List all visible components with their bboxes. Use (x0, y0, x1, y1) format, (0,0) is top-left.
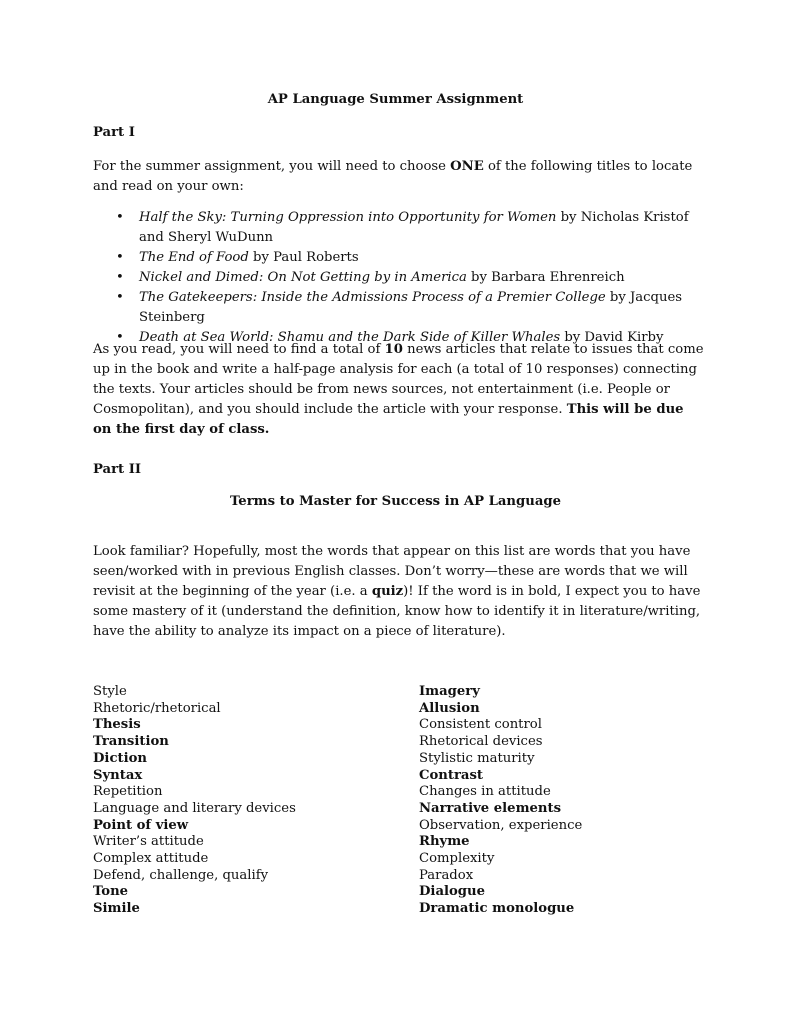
instructions-text-middle: news articles that relate to issues that come up in the book and write a half-page analysis for each (a total of 10 responses) connecting the texts. Your articles should be from news sources, not entertainment (i.e. People or Cosmopolitan), and you should include the article with your response. (93, 342, 704, 417)
term-item: Dramatic monologue (419, 901, 575, 917)
term-item: Changes in attitude (419, 784, 551, 800)
book-list-item (93, 208, 705, 248)
term-item: Imagery (419, 684, 480, 699)
term-item: Style (93, 684, 127, 699)
bullet-icon: • (116, 210, 124, 225)
part-one-heading: Part I (93, 125, 135, 140)
book-list-item (93, 248, 705, 268)
intro-text-before: For the summer assignment, you will need to choose (93, 159, 451, 174)
bullet-icon: • (116, 290, 124, 305)
term-item: Writer’s attitude (93, 834, 204, 850)
term-item: Point of view (93, 817, 189, 833)
term-item: Complexity (419, 851, 495, 867)
part-two-heading: Part II (93, 462, 142, 477)
book-author: by Paul Roberts (248, 250, 359, 265)
term-item: Rhetorical devices (419, 734, 543, 750)
term-item: Observation, experience (419, 817, 583, 833)
book-title: The Gatekeepers: Inside the Admissions Process of a Premier College (139, 290, 606, 305)
term-item: Thesis (93, 717, 141, 733)
part-one-instructions (93, 340, 705, 440)
term-item: Complex attitude (93, 851, 209, 867)
terms-list-right (419, 684, 582, 918)
book-list-item (93, 268, 705, 288)
book-title: Half the Sky: Turning Oppression into Opportunity for Women (139, 210, 557, 225)
term-item: Paradox (419, 867, 474, 883)
terms-list-left (93, 684, 296, 918)
term-item: Narrative elements (419, 800, 562, 816)
term-item: Allusion (419, 700, 480, 716)
book-author: by Nicholas Kristof and Sheryl WuDunn (139, 210, 689, 245)
term-item: Rhetoric/rhetorical (93, 700, 221, 716)
term-item: Diction (93, 750, 147, 766)
term-item: Language and literary devices (93, 800, 296, 816)
terms-section-title: Terms to Master for Success in AP Language (230, 494, 561, 509)
bullet-icon: • (116, 270, 124, 285)
book-author: by David Kirby (560, 330, 664, 345)
article-count: 10 (384, 342, 403, 357)
part-two-intro (93, 542, 705, 642)
intro-text-after: of the following titles to locate and read on your own: (93, 159, 693, 194)
intro-emphasis: ONE (450, 159, 484, 174)
term-item: Consistent control (419, 717, 542, 733)
term-item: Transition (93, 734, 169, 750)
instructions-text-before: As you read, you will need to find a total of (93, 342, 385, 357)
term-item: Syntax (93, 767, 143, 783)
bullet-icon: • (116, 250, 124, 265)
part-one-intro (93, 157, 705, 197)
page-title: AP Language Summer Assignment (267, 92, 524, 107)
book-title: Nickel and Dimed: On Not Getting by in America (139, 270, 467, 285)
term-item: Defend, challenge, qualify (93, 867, 269, 883)
quiz-emphasis: quiz (371, 584, 404, 599)
book-title: The End of Food (139, 250, 249, 265)
term-item: Dialogue (419, 884, 485, 900)
book-list-item (93, 288, 705, 328)
term-item: Stylistic maturity (419, 750, 535, 766)
term-item: Repetition (93, 784, 163, 800)
due-date-notice: This will be due on the first day of class. (93, 402, 684, 437)
book-author: by Barbara Ehrenreich (466, 270, 625, 285)
term-item: Tone (93, 884, 129, 900)
book-list (93, 208, 705, 348)
bullet-icon: • (116, 330, 124, 345)
book-author: by Jacques Steinberg (139, 290, 683, 325)
book-title: Death at Sea World: Shamu and the Dark Side of Killer Whales (139, 330, 561, 345)
term-item: Contrast (419, 767, 483, 783)
term-item: Rhyme (419, 834, 470, 850)
terms-intro-after: )! If the word is in bold, I expect you to have some mastery of it (understand the definition, know how to identify it in literature/writing, have the ability to analyze its impact on a piece of literature). (93, 584, 701, 639)
term-item: Simile (93, 901, 140, 917)
terms-intro-before: Look familiar? Hopefully, most the words that appear on this list are words that you have seen/worked with in previous English classes. Don’t worry—these are words that we will revisit at the beginning of the year (i.e. a (93, 544, 691, 599)
